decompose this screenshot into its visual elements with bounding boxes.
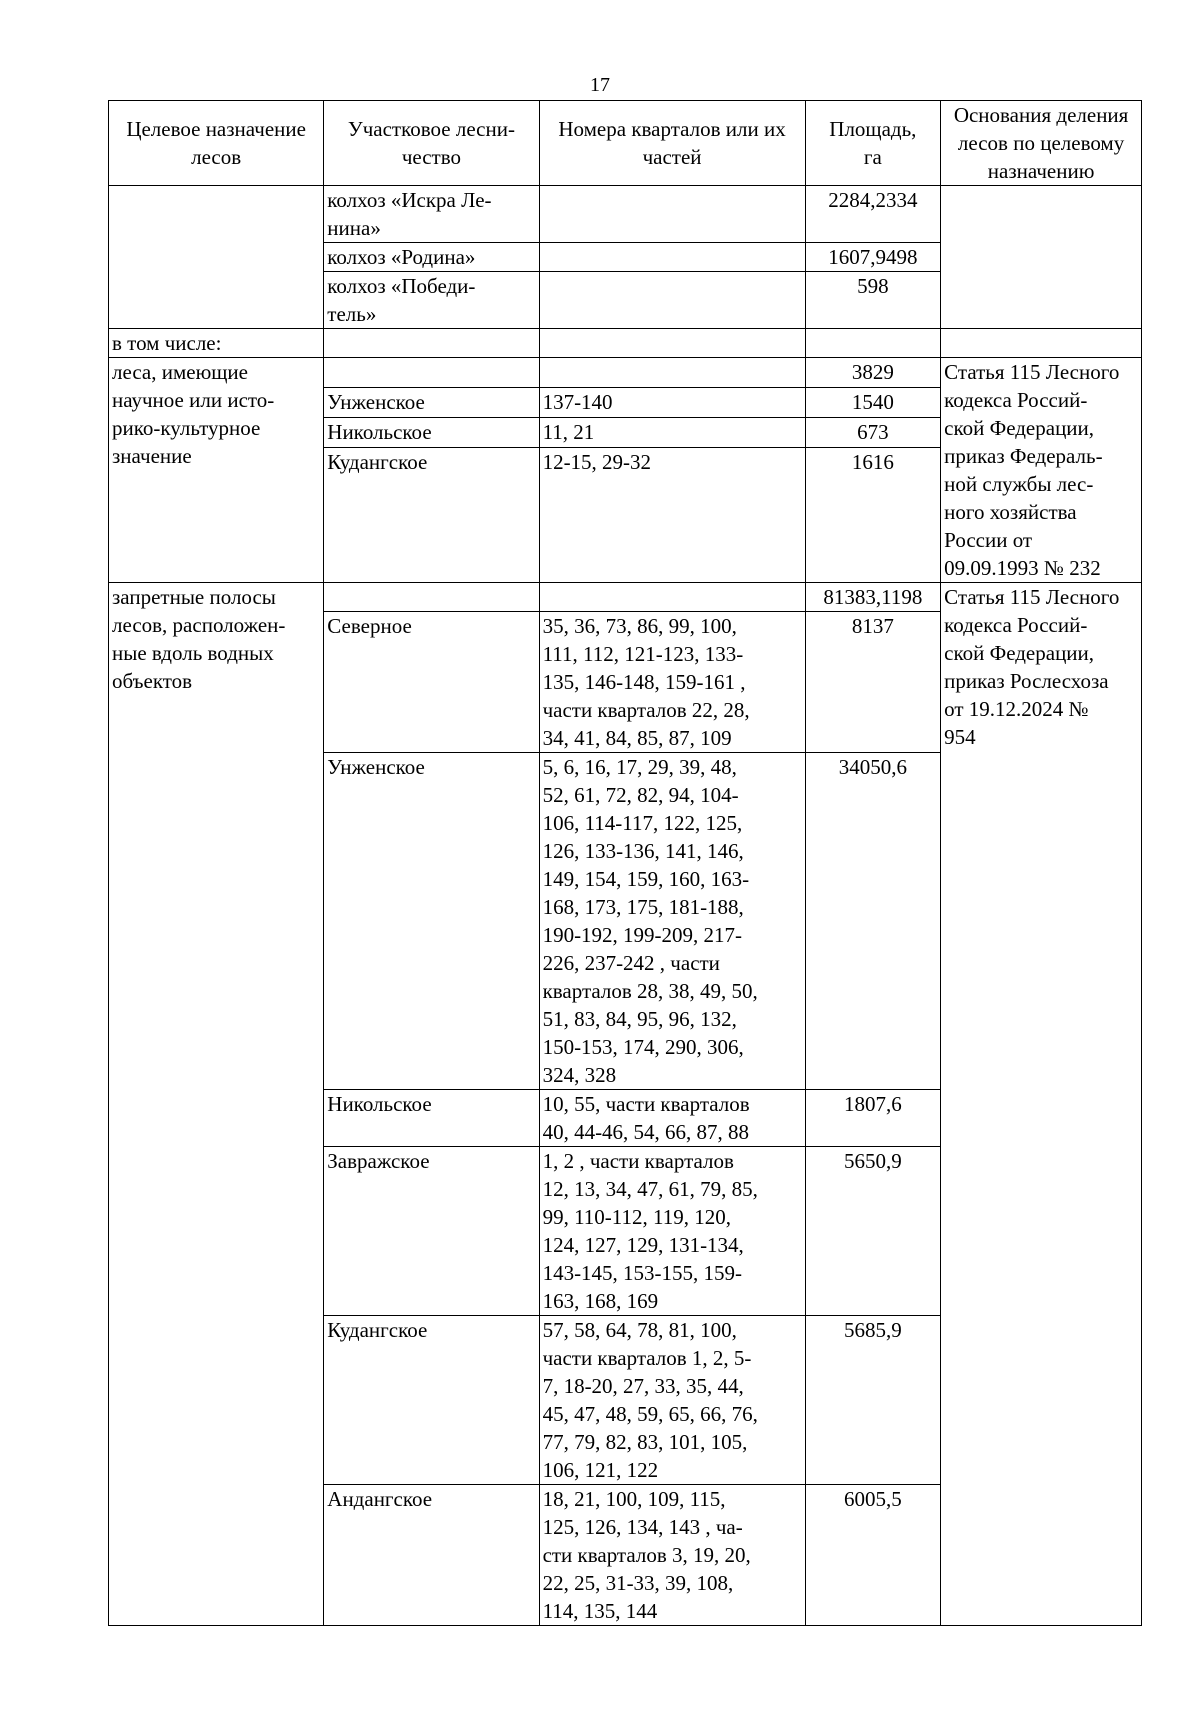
total-area-cell: 3829 xyxy=(805,358,941,388)
blocks-cell: 35, 36, 73, 86, 99, 100, 111, 112, 121-123, 133- 135, 146-148, 159-161 , части кварталов 22, 28, 34, 41, 84, 85, 87, 109 xyxy=(539,612,805,753)
empty-cell xyxy=(324,358,539,388)
area-cell: 598 xyxy=(805,272,941,329)
district-cell: Унженское xyxy=(324,753,539,1090)
header-basis: Основания деления лесов по целевому назначению xyxy=(941,101,1142,186)
blocks-cell: 10, 55, части кварталов 40, 44-46, 54, 66, 87, 88 xyxy=(539,1090,805,1147)
area-cell: 34050,6 xyxy=(805,753,941,1090)
page-number: 17 xyxy=(590,74,610,96)
empty-cell xyxy=(941,329,1142,358)
empty-cell xyxy=(805,329,941,358)
blocks-cell: 18, 21, 100, 109, 115, 125, 126, 134, 143 , ча- сти кварталов 3, 19, 20, 22, 25, 31-33, 39, 108, 114, 135, 144 xyxy=(539,1485,805,1626)
basis-cell: Статья 115 Лесного кодекса Россий- ской Федерации, приказ Федераль- ной службы лес- ного хозяйства России от 09.09.1993 № 232 xyxy=(941,358,1142,583)
blocks-cell xyxy=(539,186,805,243)
purpose-cell: леса, имеющие научное или исто- рико-культурное значение xyxy=(109,358,324,583)
area-cell: 1607,9498 xyxy=(805,243,941,272)
area-cell: 8137 xyxy=(805,612,941,753)
area-cell: 6005,5 xyxy=(805,1485,941,1626)
blocks-cell xyxy=(539,272,805,329)
header-purpose: Целевое назначение лесов xyxy=(109,101,324,186)
header-area: Площадь, га xyxy=(805,101,941,186)
district-cell: Северное xyxy=(324,612,539,753)
district-cell: Андангское xyxy=(324,1485,539,1626)
table-row xyxy=(109,358,1142,388)
including-label: в том числе: xyxy=(109,329,324,358)
area-cell: 1807,6 xyxy=(805,1090,941,1147)
empty-cell xyxy=(324,583,539,612)
district-cell: колхоз «Родина» xyxy=(324,243,539,272)
area-cell: 1616 xyxy=(805,448,941,583)
forest-purpose-table xyxy=(108,100,1142,1626)
header-blocks: Номера кварталов или их частей xyxy=(539,101,805,186)
area-cell: 5650,9 xyxy=(805,1147,941,1316)
district-cell: колхоз «Искра Ле- нина» xyxy=(324,186,539,243)
blocks-cell: 137-140 xyxy=(539,388,805,418)
blocks-cell: 11, 21 xyxy=(539,418,805,448)
purpose-cell-empty xyxy=(109,186,324,329)
district-cell: Никольское xyxy=(324,1090,539,1147)
district-cell: Кудангское xyxy=(324,448,539,583)
header-district: Участковое лесни- чество xyxy=(324,101,539,186)
blocks-cell: 5, 6, 16, 17, 29, 39, 48, 52, 61, 72, 82, 94, 104- 106, 114-117, 122, 125, 126, 133-136, 141, 146, 149, 154, 159, 160, 163- 168, 173, 175, 181-188, 190-192, 199-209, 217- 226, 237-242 , части кварталов 28, 38, 49, 50, 51, 83, 84, 95, 96, 132, 150-153, 174, 290, 306, 324, 328 xyxy=(539,753,805,1090)
table-row xyxy=(109,583,1142,612)
empty-cell xyxy=(539,583,805,612)
table-row xyxy=(109,186,1142,243)
blocks-cell: 12-15, 29-32 xyxy=(539,448,805,583)
area-cell: 2284,2334 xyxy=(805,186,941,243)
total-area-cell: 81383,1198 xyxy=(805,583,941,612)
area-cell: 673 xyxy=(805,418,941,448)
blocks-cell xyxy=(539,243,805,272)
district-cell: Никольское xyxy=(324,418,539,448)
district-cell: колхоз «Победи- тель» xyxy=(324,272,539,329)
basis-cell: Статья 115 Лесного кодекса Россий- ской Федерации, приказ Рослесхоза от 19.12.2024 № 954 xyxy=(941,583,1142,1626)
empty-cell xyxy=(539,358,805,388)
blocks-cell: 57, 58, 64, 78, 81, 100, части кварталов 1, 2, 5- 7, 18-20, 27, 33, 35, 44, 45, 47, 48, 59, 65, 66, 76, 77, 79, 82, 83, 101, 105, 106, 121, 122 xyxy=(539,1316,805,1485)
district-cell: Кудангское xyxy=(324,1316,539,1485)
purpose-cell: запретные полосы лесов, расположен- ные вдоль водных объектов xyxy=(109,583,324,1626)
table-header-row xyxy=(109,101,1142,186)
empty-cell xyxy=(324,329,539,358)
district-cell: Завражское xyxy=(324,1147,539,1316)
basis-cell-empty xyxy=(941,186,1142,329)
area-cell: 1540 xyxy=(805,388,941,418)
blocks-cell: 1, 2 , части кварталов 12, 13, 34, 47, 61, 79, 85, 99, 110-112, 119, 120, 124, 127, 129, 131-134, 143-145, 153-155, 159- 163, 168, 169 xyxy=(539,1147,805,1316)
district-cell: Унженское xyxy=(324,388,539,418)
empty-cell xyxy=(539,329,805,358)
area-cell: 5685,9 xyxy=(805,1316,941,1485)
table-row xyxy=(109,329,1142,358)
